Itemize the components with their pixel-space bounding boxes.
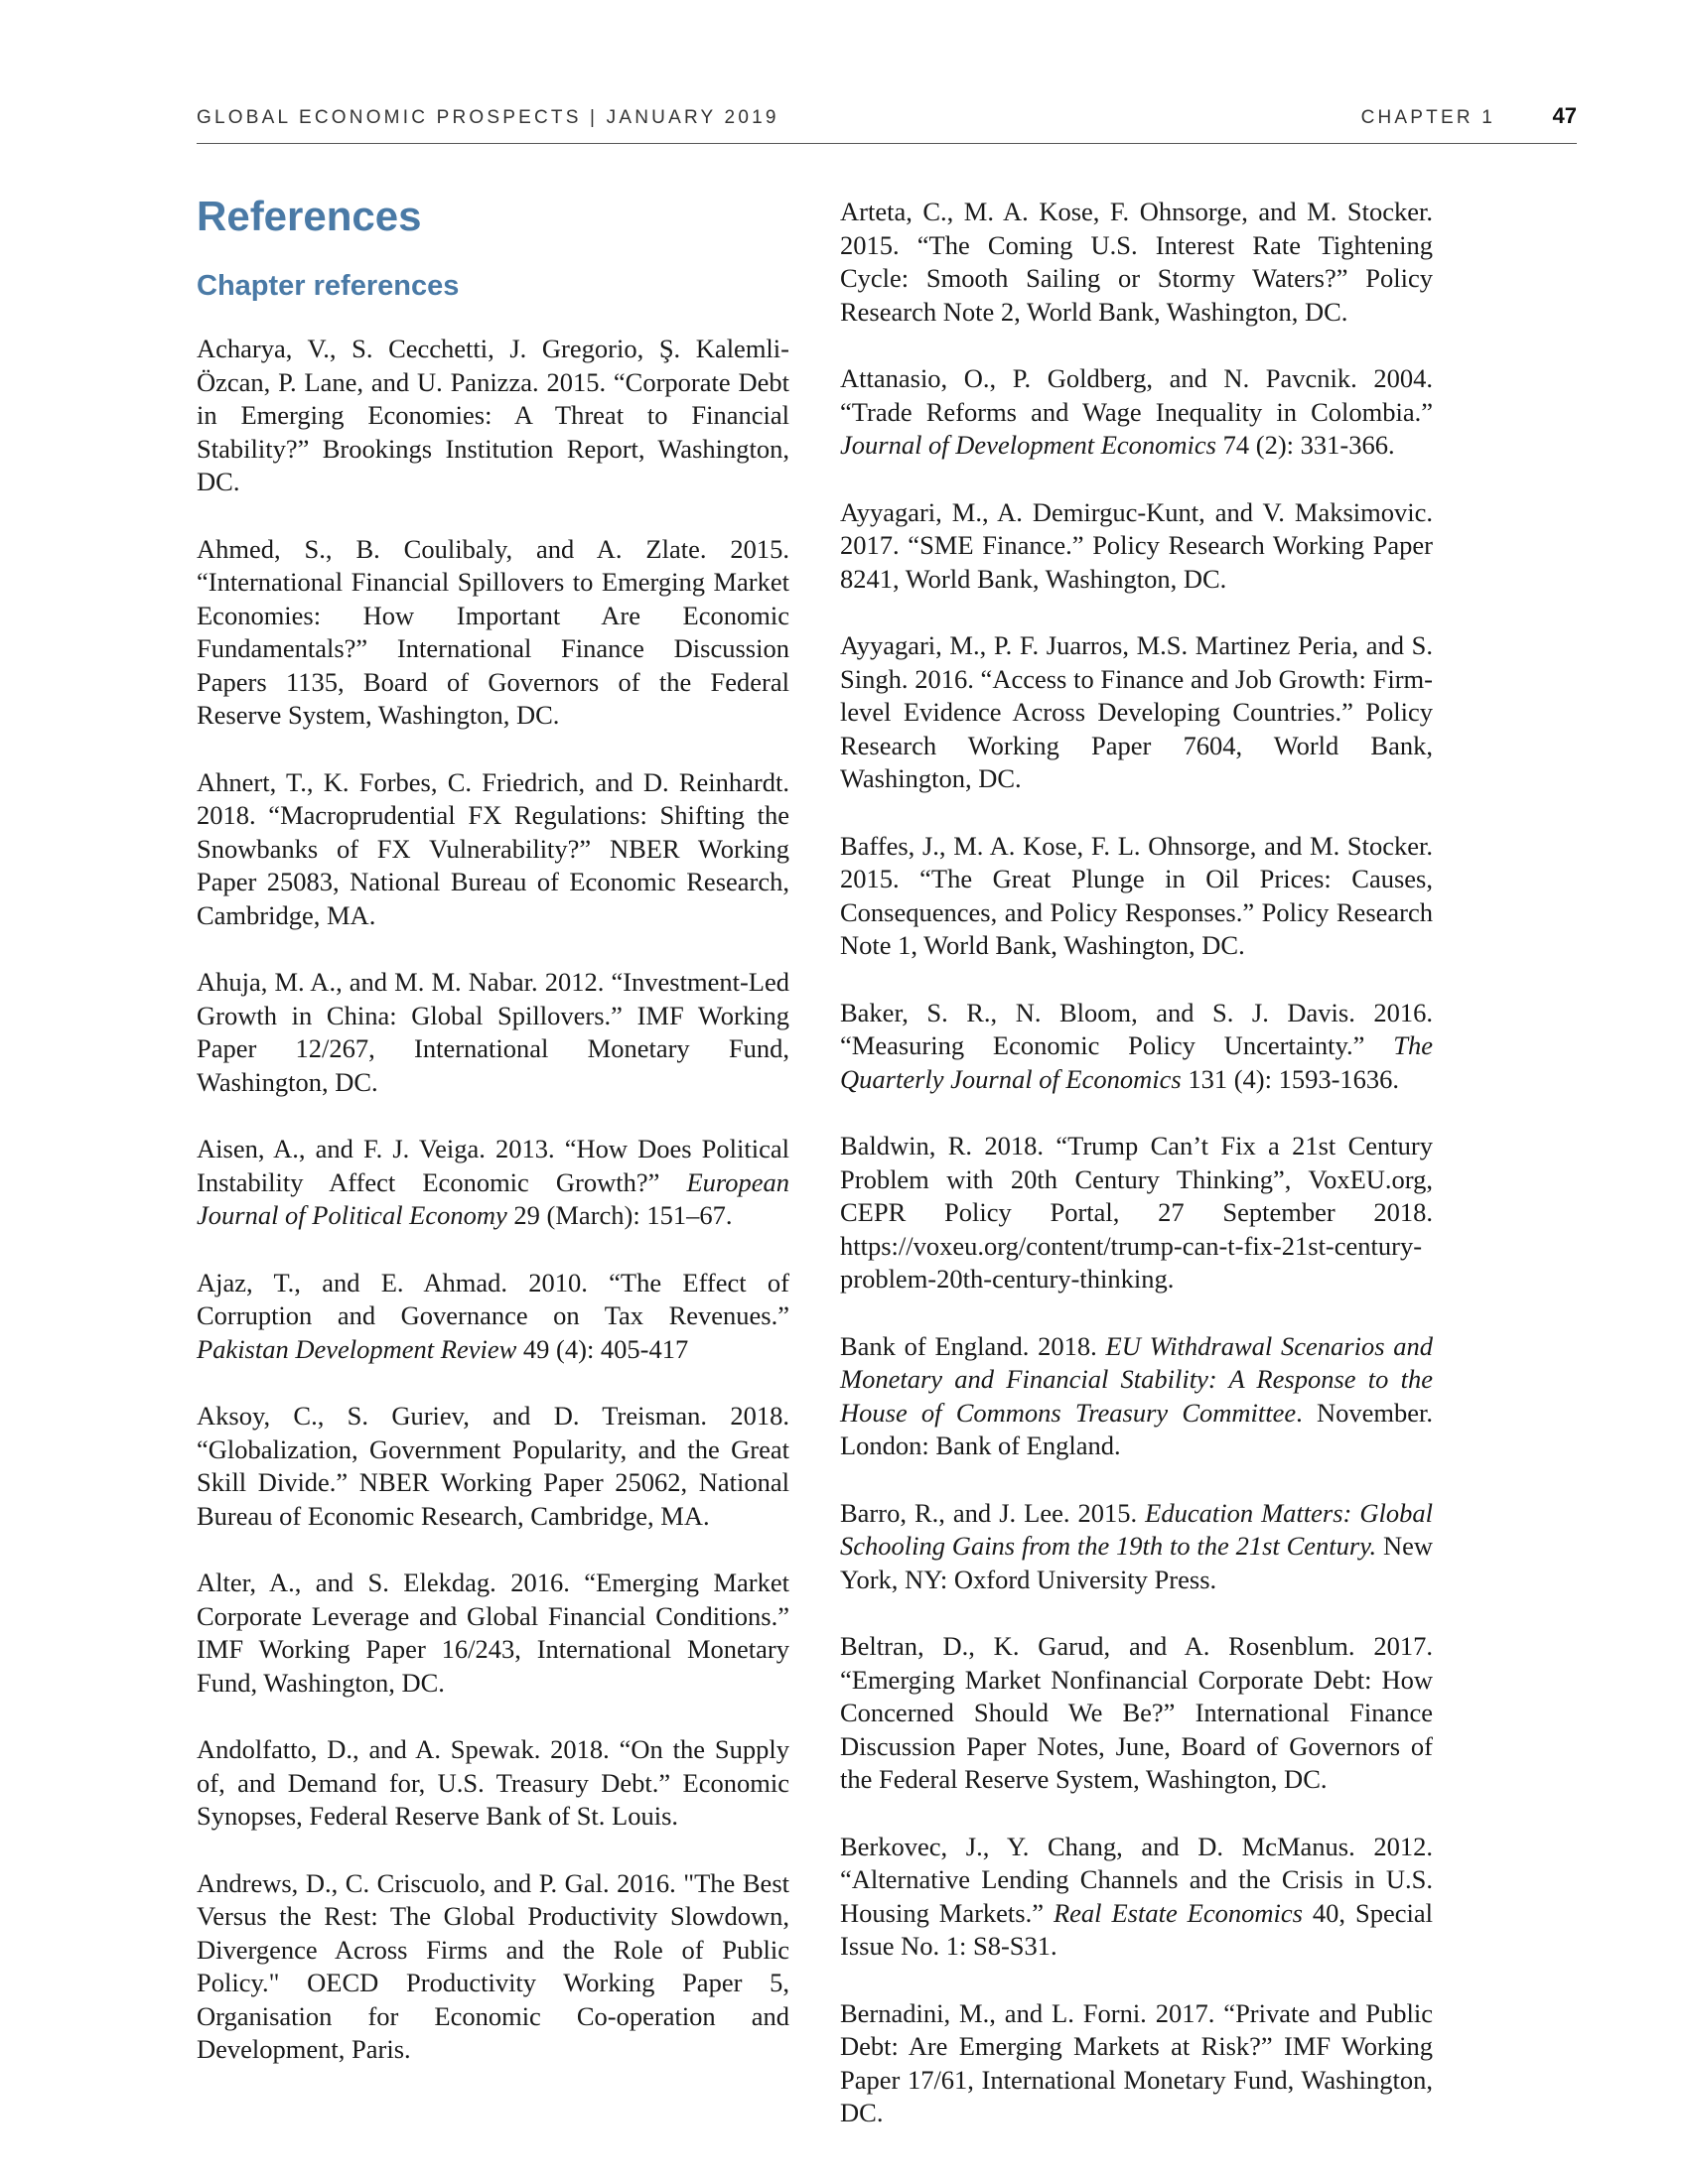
reference-entry: Beltran, D., K. Garud, and A. Rosenblum. 2017. “Emerging Market Nonfinancial Corporate Debt: How Concerned Should We Be?” International Finance Discussion Paper Notes, June, Board of Governors of the Federal Reserve System, Washington, DC.	[840, 1631, 1433, 1794]
left-column	[197, 194, 789, 2101]
reference-entry: Ahuja, M. A., and M. M. Nabar. 2012. “Investment-Led Growth in China: Global Spillovers.” IMF Working Paper 12/267, International Monetary Fund, Washington, DC.	[197, 967, 789, 1097]
reference-entry: Bank of England. 2018. EU Withdrawal Scenarios and Monetary and Financial Stability: A Response to the House of Commons Treasury Committee. November. London: Bank of England.	[840, 1330, 1433, 1460]
right-column	[840, 196, 1433, 2164]
reference-entry: Barro, R., and J. Lee. 2015. Education Matters: Global Schooling Gains from the 19th to the 21st Century. New York, NY: Oxford University Press.	[840, 1497, 1433, 1594]
reference-entry: Acharya, V., S. Cecchetti, J. Gregorio, Ş. Kalemli-Özcan, P. Lane, and U. Panizza. 2015. “Corporate Debt in Emerging Economies: A Threat to Financial Stability?” Brookings Institution Report, Washington, DC.	[197, 334, 789, 497]
reference-entry: Bernadini, M., and L. Forni. 2017. “Private and Public Debt: Are Emerging Markets at Risk?” IMF Working Paper 17/61, International Monetary Fund, Washington, DC.	[840, 1997, 1433, 2127]
reference-entry: Attanasio, O., P. Goldberg, and N. Pavcnik. 2004. “Trade Reforms and Wage Inequality in Colombia.” Journal of Development Economics 74 (2): 331-366.	[840, 363, 1433, 460]
running-header	[197, 103, 1577, 144]
reference-entry: Baffes, J., M. A. Kose, F. L. Ohnsorge, and M. Stocker. 2015. “The Great Plunge in Oil Prices: Causes, Consequences, and Policy Responses.” Policy Research Note 1, World Bank, Washington, DC.	[840, 830, 1433, 960]
section-title: References	[197, 193, 422, 239]
reference-entry: Ahnert, T., K. Forbes, C. Friedrich, and D. Reinhardt. 2018. “Macroprudential FX Regulations: Shifting the Snowbanks of FX Vulnerability?” NBER Working Paper 25083, National Bureau of Economic Research, Cambridge, MA.	[197, 766, 789, 930]
reference-entry: Aksoy, C., S. Guriev, and D. Treisman. 2018. “Globalization, Government Popularity, and the Great Skill Divide.” NBER Working Paper 25062, National Bureau of Economic Research, Cambridge, MA.	[197, 1401, 789, 1531]
reference-entry: Andolfatto, D., and A. Spewak. 2018. “On the Supply of, and Demand for, U.S. Treasury Debt.” Economic Synopses, Federal Reserve Bank of St. Louis.	[197, 1734, 789, 1832]
page-number: 47	[1552, 103, 1577, 128]
reference-entry: Arteta, C., M. A. Kose, F. Ohnsorge, and M. Stocker. 2015. “The Coming U.S. Interest Rate Tightening Cycle: Smooth Sailing or Stormy Waters?” Policy Research Note 2, World Bank, Washington, DC.	[840, 197, 1433, 327]
reference-entry: Ajaz, T., and E. Ahmad. 2010. “The Effect of Corruption and Governance on Tax Revenues.” Pakistan Development Review 49 (4): 405-417	[197, 1267, 789, 1364]
reference-entry: Aisen, A., and F. J. Veiga. 2013. “How Does Political Instability Affect Economic Growth?” European Journal of Political Economy 29 (March): 151–67.	[197, 1134, 789, 1231]
reference-entry: Ahmed, S., B. Coulibaly, and A. Zlate. 2015. “International Financial Spillovers to Emerging Market Economies: How Important Are Economic Fundamentals?” International Finance Discussion Papers 1135, Board of Governors of the Federal Reserve System, Washington, DC.	[197, 533, 789, 731]
report-title: GLOBAL ECONOMIC PROSPECTS | JANUARY 2019	[197, 107, 779, 128]
reference-entry: Baldwin, R. 2018. “Trump Can’t Fix a 21st Century Problem with 20th Century Thinking”, VoxEU.org, CEPR Policy Portal, 27 September 2018. https://voxeu.org/content/trump-can-t-fix-21st-century-problem-20th-century-thinking.	[840, 1131, 1433, 1294]
reference-entry: Alter, A., and S. Elekdag. 2016. “Emerging Market Corporate Leverage and Global Financial Conditions.” IMF Working Paper 16/243, International Monetary Fund, Washington, DC.	[197, 1568, 789, 1698]
reference-entry: Berkovec, J., Y. Chang, and D. McManus. 2012. “Alternative Lending Channels and the Crisis in U.S. Housing Markets.” Real Estate Economics 40, Special Issue No. 1: S8-S31.	[840, 1831, 1433, 1961]
reference-entry: Andrews, D., C. Criscuolo, and P. Gal. 2016. "The Best Versus the Rest: The Global Productivity Slowdown, Divergence Across Firms and the Role of Public Policy." OECD Productivity Working Paper 5, Organisation for Economic Co-operation and Development, Paris.	[197, 1867, 789, 2065]
subsection-title: Chapter references	[197, 270, 460, 303]
reference-entry: Ayyagari, M., P. F. Juarros, M.S. Martinez Peria, and S. Singh. 2016. “Access to Finance and Job Growth: Firm-level Evidence Across Developing Countries.” Policy Research Working Paper 7604, World Bank, Washington, DC.	[840, 630, 1433, 793]
reference-entry: Ayyagari, M., A. Demirguc-Kunt, and V. Maksimovic. 2017. “SME Finance.” Policy Research Working Paper 8241, World Bank, Washington, DC.	[840, 496, 1433, 594]
chapter-label: CHAPTER 1	[1360, 107, 1495, 128]
reference-entry: Baker, S. R., N. Bloom, and S. J. Davis. 2016. “Measuring Economic Policy Uncertainty.” The Quarterly Journal of Economics 131 (4): 1593-1636.	[840, 997, 1433, 1094]
